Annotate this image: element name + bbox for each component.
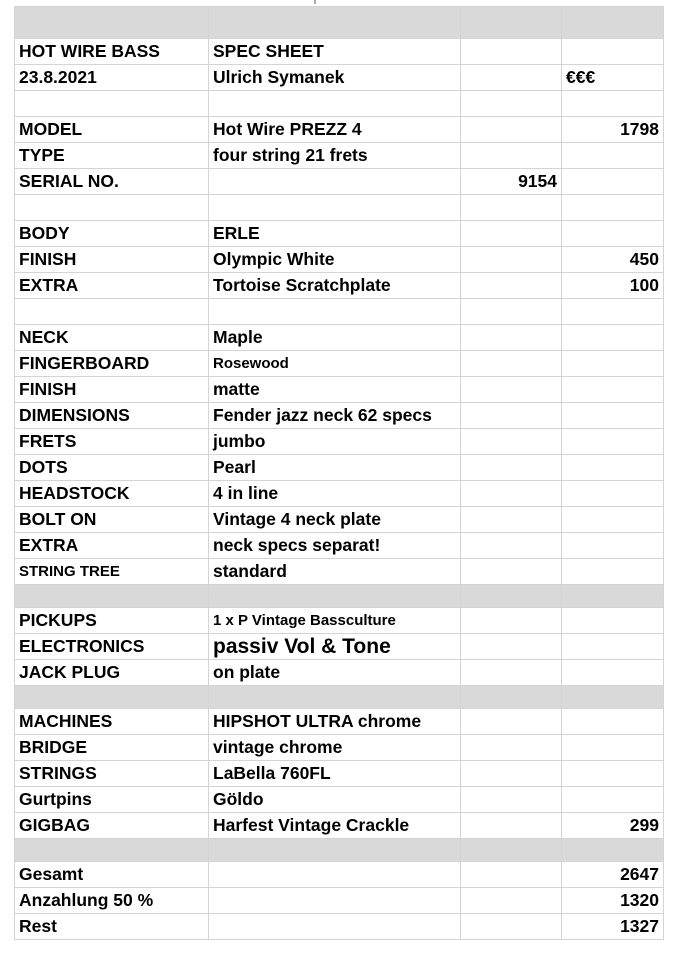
cell-col4[interactable]: 1320 [562, 888, 664, 914]
cell-col4[interactable] [562, 455, 664, 481]
table-row [15, 787, 664, 813]
cell-col4[interactable]: 450 [562, 247, 664, 273]
table-row [15, 455, 664, 481]
cell-col1[interactable]: FINGERBOARD [15, 351, 209, 377]
cell-col1[interactable] [15, 839, 209, 862]
cell-col4[interactable]: 100 [562, 273, 664, 299]
cell-col1[interactable]: BOLT ON [15, 507, 209, 533]
cell-col1[interactable] [15, 195, 209, 221]
cell-col3[interactable] [461, 91, 562, 117]
table-row [15, 862, 664, 888]
top-edge-mark [314, 0, 316, 4]
cell-col1[interactable]: Gesamt [15, 862, 209, 888]
cell-col4[interactable] [562, 169, 664, 195]
cell-col4[interactable] [562, 559, 664, 585]
cell-col3[interactable] [461, 247, 562, 273]
cell-col3[interactable] [461, 7, 562, 39]
spec-sheet [14, 6, 664, 940]
table-row [15, 686, 664, 709]
cell-col2[interactable]: Hot Wire PREZZ 4 [209, 117, 461, 143]
cell-col3[interactable] [461, 65, 562, 91]
cell-col3[interactable] [461, 559, 562, 585]
cell-col2[interactable]: Vintage 4 neck plate [209, 507, 461, 533]
cell-col3[interactable] [461, 839, 562, 862]
cell-col1[interactable]: DIMENSIONS [15, 403, 209, 429]
cell-col3[interactable]: 9154 [461, 169, 562, 195]
cell-col2[interactable]: neck specs separat! [209, 533, 461, 559]
table-row [15, 559, 664, 585]
table-row [15, 299, 664, 325]
cell-col2[interactable]: Fender jazz neck 62 specs [209, 403, 461, 429]
table-row [15, 247, 664, 273]
cell-col1[interactable]: MODEL [15, 117, 209, 143]
cell-col3[interactable] [461, 660, 562, 686]
cell-col1[interactable]: STRING TREE [15, 559, 209, 585]
cell-col3[interactable] [461, 585, 562, 608]
cell-col4[interactable] [562, 634, 664, 660]
cell-col4[interactable] [562, 377, 664, 403]
cell-col2[interactable]: Harfest Vintage Crackle [209, 813, 461, 839]
cell-col3[interactable] [461, 735, 562, 761]
cell-col1[interactable]: ELECTRONICS [15, 634, 209, 660]
cell-col2[interactable] [209, 585, 461, 608]
cell-col1[interactable]: GIGBAG [15, 813, 209, 839]
cell-col2[interactable]: jumbo [209, 429, 461, 455]
cell-col3[interactable] [461, 862, 562, 888]
cell-col1[interactable]: SERIAL NO. [15, 169, 209, 195]
table-row [15, 7, 664, 39]
table-row [15, 429, 664, 455]
cell-col1[interactable]: FRETS [15, 429, 209, 455]
cell-col4[interactable] [562, 351, 664, 377]
cell-col3[interactable] [461, 325, 562, 351]
cell-col1[interactable]: FINISH [15, 247, 209, 273]
cell-col3[interactable] [461, 39, 562, 65]
cell-col1[interactable] [15, 585, 209, 608]
cell-col2[interactable]: Ulrich Symanek [209, 65, 461, 91]
cell-col2[interactable]: Maple [209, 325, 461, 351]
cell-col1[interactable]: BODY [15, 221, 209, 247]
cell-col3[interactable] [461, 507, 562, 533]
cell-col3[interactable] [461, 455, 562, 481]
cell-col3[interactable] [461, 481, 562, 507]
cell-col4[interactable]: 1798 [562, 117, 664, 143]
cell-col1[interactable]: HEADSTOCK [15, 481, 209, 507]
cell-col1[interactable]: STRINGS [15, 761, 209, 787]
table-row [15, 761, 664, 787]
cell-col3[interactable] [461, 403, 562, 429]
table-row [15, 403, 664, 429]
table-row [15, 39, 664, 65]
cell-col2[interactable]: Göldo [209, 787, 461, 813]
table-row [15, 481, 664, 507]
table-row [15, 377, 664, 403]
cell-col2[interactable] [209, 888, 461, 914]
cell-col2[interactable]: LaBella 760FL [209, 761, 461, 787]
cell-col4[interactable] [562, 761, 664, 787]
cell-col4[interactable] [562, 195, 664, 221]
cell-col2[interactable] [209, 839, 461, 862]
cell-col1[interactable]: DOTS [15, 455, 209, 481]
cell-col1[interactable] [15, 91, 209, 117]
cell-col1[interactable]: EXTRA [15, 273, 209, 299]
table-row [15, 660, 664, 686]
cell-col4[interactable] [562, 221, 664, 247]
cell-col2[interactable]: matte [209, 377, 461, 403]
cell-col4[interactable] [562, 91, 664, 117]
cell-col2[interactable]: Pearl [209, 455, 461, 481]
cell-col3[interactable] [461, 761, 562, 787]
cell-col3[interactable] [461, 351, 562, 377]
cell-col4[interactable] [562, 660, 664, 686]
cell-col1[interactable] [15, 7, 209, 39]
cell-col4[interactable] [562, 481, 664, 507]
cell-col3[interactable] [461, 221, 562, 247]
cell-col4[interactable] [562, 533, 664, 559]
cell-col1[interactable]: HOT WIRE BASS [15, 39, 209, 65]
cell-col3[interactable] [461, 787, 562, 813]
cell-col4[interactable] [562, 686, 664, 709]
table-row [15, 117, 664, 143]
cell-col1[interactable]: Rest [15, 914, 209, 940]
cell-col3[interactable] [461, 888, 562, 914]
cell-col4[interactable]: €€€ [562, 65, 664, 91]
cell-col3[interactable] [461, 377, 562, 403]
cell-col2[interactable] [209, 169, 461, 195]
table-row [15, 507, 664, 533]
cell-col4[interactable] [562, 608, 664, 634]
cell-col4[interactable] [562, 299, 664, 325]
cell-col3[interactable] [461, 195, 562, 221]
cell-col1[interactable]: MACHINES [15, 709, 209, 735]
table-row [15, 813, 664, 839]
cell-col2[interactable]: Olympic White [209, 247, 461, 273]
cell-col4[interactable] [562, 403, 664, 429]
table-row [15, 221, 664, 247]
table-row [15, 608, 664, 634]
table-row [15, 351, 664, 377]
cell-col4[interactable] [562, 839, 664, 862]
cell-col4[interactable]: 1327 [562, 914, 664, 940]
cell-col2[interactable]: Rosewood [209, 351, 461, 377]
cell-col2[interactable]: four string 21 frets [209, 143, 461, 169]
cell-col2[interactable]: passiv Vol & Tone [209, 634, 461, 660]
cell-col1[interactable]: TYPE [15, 143, 209, 169]
cell-col3[interactable] [461, 914, 562, 940]
cell-col2[interactable] [209, 195, 461, 221]
cell-col4[interactable] [562, 507, 664, 533]
table-row [15, 634, 664, 660]
cell-col2[interactable] [209, 862, 461, 888]
cell-col2[interactable] [209, 299, 461, 325]
cell-col4[interactable] [562, 787, 664, 813]
table-row [15, 914, 664, 940]
cell-col3[interactable] [461, 709, 562, 735]
cell-col2[interactable]: HIPSHOT ULTRA chrome [209, 709, 461, 735]
cell-col2[interactable] [209, 7, 461, 39]
cell-col1[interactable]: NECK [15, 325, 209, 351]
cell-col3[interactable] [461, 533, 562, 559]
table-row [15, 273, 664, 299]
table-row [15, 888, 664, 914]
cell-col4[interactable] [562, 585, 664, 608]
spec-table [14, 6, 664, 940]
cell-col1[interactable]: EXTRA [15, 533, 209, 559]
cell-col1[interactable] [15, 299, 209, 325]
cell-col4[interactable] [562, 39, 664, 65]
cell-col3[interactable] [461, 608, 562, 634]
cell-col2[interactable]: 4 in line [209, 481, 461, 507]
cell-col1[interactable]: 23.8.2021 [15, 65, 209, 91]
cell-col1[interactable]: JACK PLUG [15, 660, 209, 686]
table-row [15, 65, 664, 91]
cell-col3[interactable] [461, 117, 562, 143]
cell-col3[interactable] [461, 634, 562, 660]
cell-col4[interactable] [562, 143, 664, 169]
cell-col2[interactable]: standard [209, 559, 461, 585]
table-row [15, 839, 664, 862]
cell-col4[interactable] [562, 709, 664, 735]
cell-col2[interactable] [209, 91, 461, 117]
cell-col3[interactable] [461, 813, 562, 839]
cell-col2[interactable]: on plate [209, 660, 461, 686]
table-row [15, 533, 664, 559]
cell-col2[interactable]: Tortoise Scratchplate [209, 273, 461, 299]
cell-col4[interactable] [562, 7, 664, 39]
cell-col4[interactable] [562, 735, 664, 761]
cell-col1[interactable]: FINISH [15, 377, 209, 403]
cell-col2[interactable]: ERLE [209, 221, 461, 247]
cell-col2[interactable]: SPEC SHEET [209, 39, 461, 65]
table-row [15, 585, 664, 608]
cell-col2[interactable]: 1 x P Vintage Bassculture [209, 608, 461, 634]
cell-col1[interactable]: Anzahlung 50 % [15, 888, 209, 914]
table-row [15, 709, 664, 735]
cell-col2[interactable] [209, 686, 461, 709]
cell-col2[interactable] [209, 914, 461, 940]
cell-col4[interactable] [562, 429, 664, 455]
cell-col4[interactable]: 2647 [562, 862, 664, 888]
table-row [15, 169, 664, 195]
table-row [15, 195, 664, 221]
table-row [15, 143, 664, 169]
table-row [15, 735, 664, 761]
cell-col2[interactable]: vintage chrome [209, 735, 461, 761]
cell-col4[interactable] [562, 325, 664, 351]
table-row [15, 91, 664, 117]
cell-col4[interactable]: 299 [562, 813, 664, 839]
cell-col3[interactable] [461, 143, 562, 169]
cell-col3[interactable] [461, 686, 562, 709]
cell-col3[interactable] [461, 299, 562, 325]
cell-col1[interactable]: PICKUPS [15, 608, 209, 634]
cell-col1[interactable]: Gurtpins [15, 787, 209, 813]
table-row [15, 325, 664, 351]
cell-col1[interactable] [15, 686, 209, 709]
cell-col3[interactable] [461, 429, 562, 455]
cell-col3[interactable] [461, 273, 562, 299]
cell-col1[interactable]: BRIDGE [15, 735, 209, 761]
